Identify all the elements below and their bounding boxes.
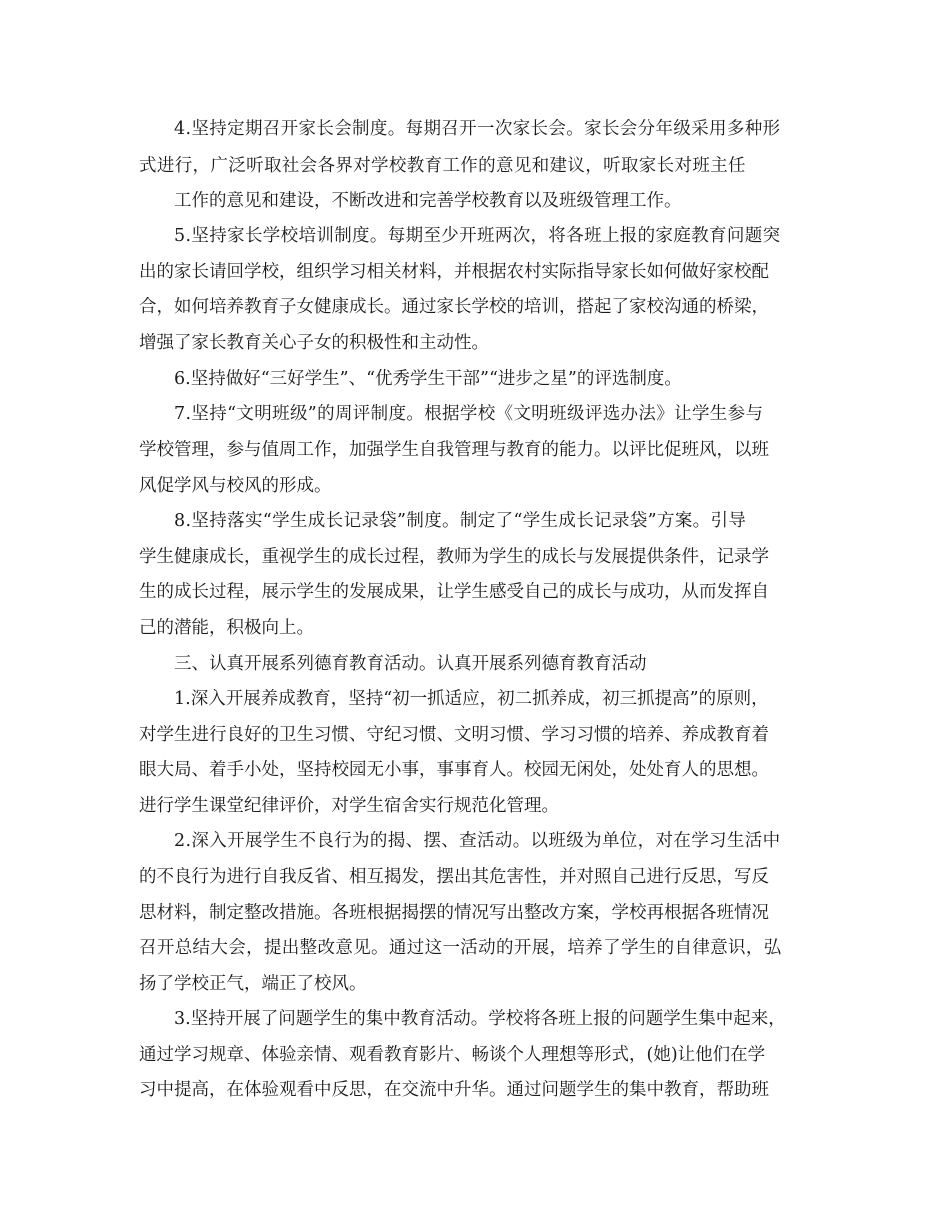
paragraph-4-line-3: 工作的意见和建设，不断改进和完善学校教育以及班级管理工作。	[174, 191, 682, 211]
paragraph-5-line-1: 5.坚持家长学校培训制度。每期至少开班两次，将各班上报的家庭教育问题突	[174, 226, 781, 246]
paragraph-8-line-1: 8.坚持落实“学生成长记录袋”制度。制定了“学生成长记录袋”方案。引导	[174, 511, 747, 531]
section-3-heading: 三、认真开展系列德育教育活动。认真开展系列德育教育活动	[174, 654, 647, 674]
paragraph-5-line-4: 增强了家长教育关心子女的积极性和主动性。	[139, 333, 489, 353]
paragraph-8-line-3: 生的成长过程，展示学生的发展成果，让学生感受自己的成长与成功，从而发挥自	[139, 582, 769, 602]
item-2-line-4: 召开总结大会，提出整改意见。通过这一活动的开展，培养了学生的自律意识，弘	[139, 938, 782, 958]
item-3-line-2: 通过学习规章、体验亲情、观看教育影片、畅谈个人理想等形式，(她)让他们在学	[139, 1045, 766, 1065]
item-2-line-3: 思材料，制定整改措施。各班根据揭摆的情况写出整改方案，学校再根据各班情况	[139, 903, 769, 923]
paragraph-7-line-1: 7.坚持“文明班级”的周评制度。根据学校《文明班级评选办法》让学生参与	[174, 404, 764, 424]
paragraph-5-line-3: 合，如何培养教育子女健康成长。通过家长学校的培训，搭起了家校沟通的桥梁，	[139, 297, 769, 317]
item-2-line-5: 扬了学校正气，端正了校风。	[139, 974, 367, 994]
paragraph-6-line-1: 6.坚持做好“三好学生”、“优秀学生干部”“进步之星”的评选制度。	[174, 369, 682, 389]
paragraph-4-line-2: 式进行，广泛听取社会各界对学校教育工作的意见和建议，听取家长对班主任	[139, 156, 746, 176]
paragraph-4-line-1: 4.坚持定期召开家长会制度。每期召开一次家长会。家长会分年级采用多种形	[174, 119, 781, 139]
item-2-line-2: 的不良行为进行自我反省、相互揭发，摆出其危害性，并对照自己进行反思，写反	[139, 867, 769, 887]
item-2-line-1: 2.深入开展学生不良行为的揭、摆、查活动。以班级为单位，对在学习生活中	[174, 831, 781, 851]
item-1-line-2: 对学生进行良好的卫生习惯、守纪习惯、文明习惯、学习习惯的培养、养成教育着	[139, 725, 769, 745]
paragraph-7-line-2: 学校管理，参与值周工作，加强学生自我管理与教育的能力。以评比促班风，以班	[139, 440, 769, 460]
item-1-line-1: 1.深入开展养成教育，坚持“初一抓适应，初二抓养成，初三抓提高”的原则，	[174, 689, 769, 709]
item-3-line-1: 3.坚持开展了问题学生的集中教育活动。学校将各班上报的问题学生集中起来，	[174, 1009, 786, 1029]
item-3-line-3: 习中提高，在体验观看中反思，在交流中升华。通过问题学生的集中教育，帮助班	[139, 1080, 769, 1100]
paragraph-8-line-2: 学生健康成长，重视学生的成长过程，教师为学生的成长与发展提供条件，记录学	[139, 547, 769, 567]
item-1-line-4: 进行学生课堂纪律评价，对学生宿舍实行规范化管理。	[139, 796, 559, 816]
paragraph-8-line-4: 己的潜能，积极向上。	[139, 618, 314, 638]
paragraph-7-line-3: 风促学风与校风的形成。	[139, 476, 332, 496]
item-1-line-3: 眼大局、着手小处，坚持校园无小事，事事育人。校园无闲处，处处育人的思想。	[139, 760, 769, 780]
paragraph-5-line-2: 出的家长请回学校，组织学习相关材料，并根据农村实际指导家长如何做好家校配	[139, 262, 769, 282]
